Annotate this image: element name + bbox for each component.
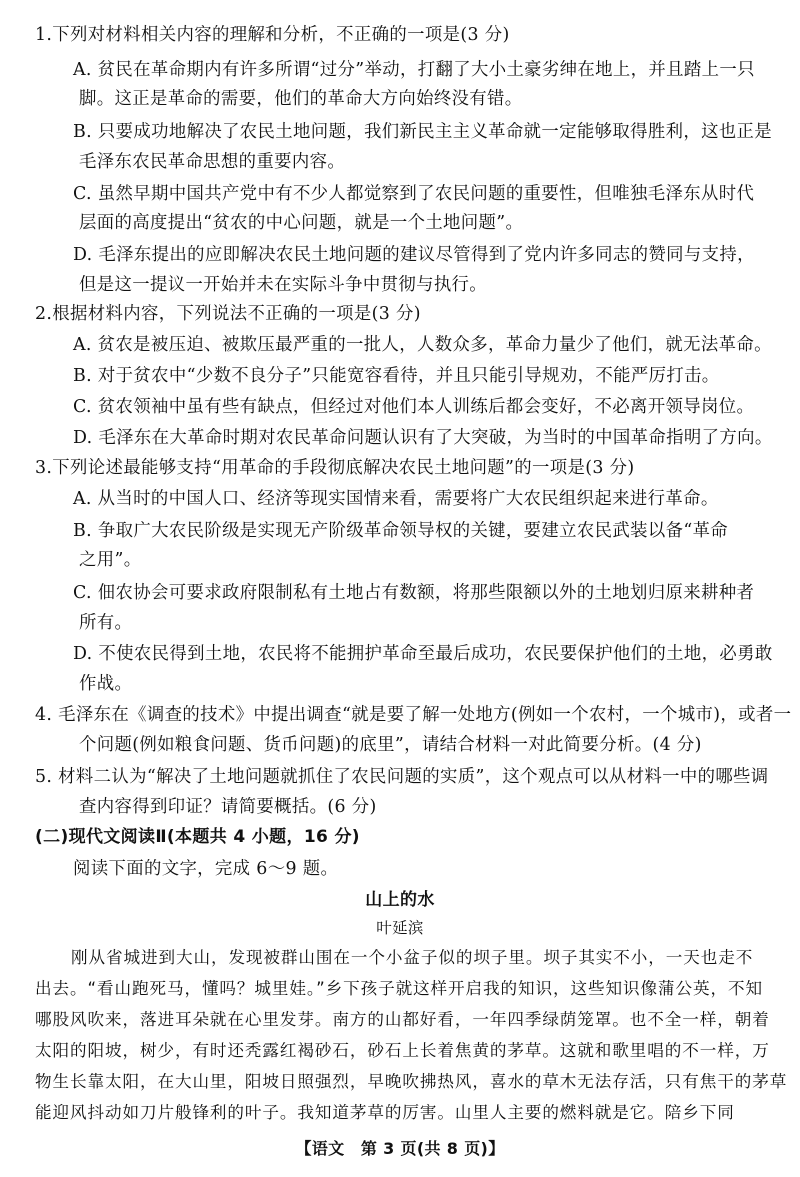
question-1-option-b-line-2: 毛泽东农民革命思想的重要内容。 [79, 152, 346, 172]
section-heading: (二)现代文阅读Ⅱ(本题共 4 小题，16 分) [35, 827, 360, 847]
passage-line-3: 哪股风吹来，落进耳朵就在心里发芽。南方的山都好看，一年四季绿荫笼罩。也不全一样，朝着 [35, 1010, 770, 1029]
question-3-option-d-line-2: 作战。 [79, 674, 133, 694]
question-1-option-b-line-1: B. 只要成功地解决了农民土地问题，我们新民主主义革命就一定能够取得胜利，这也正是 [73, 122, 773, 142]
passage-line-5: 物生长靠太阳，在大山里，阳坡日照强烈，早晚吹拂热风，喜水的草木无法存活，只有焦干的茅草 [35, 1072, 788, 1091]
passage-author: 叶延滨 [376, 919, 424, 937]
passage-line-1: 刚从省城进到大山，发现被群山围在一个小盆子似的坝子里。坝子其实不小，一天也走不 [71, 948, 754, 967]
question-3-option-a: A. 从当时的中国人口、经济等现实国情来看，需要将广大农民组织起来进行革命。 [73, 489, 719, 509]
section-instruction: 阅读下面的文字，完成 6～9 题。 [73, 859, 339, 879]
question-1-option-a-line-1: A. 贫民在革命期内有许多所谓“过分”举动，打翻了大小土豪劣绅在地上，并且踏上一只 [73, 60, 755, 80]
question-1-stem: 1.下列对材料相关内容的理解和分析，不正确的一项是(3 分) [35, 25, 510, 45]
question-1-option-a-line-2: 脚。这正是革命的需要，他们的革命大方向始终没有错。 [79, 89, 523, 109]
question-2-stem: 2.根据材料内容，下列说法不正确的一项是(3 分) [35, 304, 421, 324]
question-3-option-b-line-2: 之用”。 [79, 550, 142, 570]
passage-line-2: 出去。“看山跑死马，懂吗？城里娃。”乡下孩子就这样开启我的知识，这些知识像蒲公英，不知 [35, 979, 763, 998]
question-1-option-d-line-2: 但是这一提议一开始并未在实际斗争中贯彻与执行。 [79, 275, 488, 295]
question-3-option-c-line-1: C. 佃农协会可要求政府限制私有土地占有数额，将那些限额以外的土地划归原来耕种者 [73, 583, 755, 603]
question-4-line-1: 4. 毛泽东在《调查的技术》中提出调查“就是要了解一处地方(例如一个农村，一个城市)，或者一 [35, 705, 792, 725]
question-3-stem: 3.下列论述最能够支持“用革命的手段彻底解决农民土地问题”的一项是(3 分) [35, 458, 635, 478]
passage-title: 山上的水 [365, 890, 435, 910]
question-3-option-c-line-2: 所有。 [79, 613, 133, 633]
question-4-line-2: 个问题(例如粮食问题、货币问题)的底里”，请结合材料一对此简要分析。(4 分) [79, 735, 702, 755]
question-2-option-c: C. 贫农领袖中虽有些有缺点，但经过对他们本人训练后都会变好，不必离开领导岗位。 [73, 397, 755, 417]
question-1-option-c-line-2: 层面的高度提出“贫农的中心问题，就是一个土地问题”。 [79, 213, 524, 233]
question-3-option-d-line-1: D. 不使农民得到土地，农民将不能拥护革命至最后成功，农民要保护他们的土地，必勇敢 [73, 644, 773, 664]
question-1-option-d-line-1: D. 毛泽东提出的应即解决农民土地问题的建议尽管得到了党内许多同志的赞同与支持， [73, 245, 755, 265]
question-2-option-b: B. 对于贫农中“少数不良分子”只能宽容看待，并且只能引导规劝，不能严厉打击。 [73, 366, 720, 386]
question-2-option-d: D. 毛泽东在大革命时期对农民革命问题认识有了大突破，为当时的中国革命指明了方向。 [73, 428, 773, 448]
passage-line-4: 太阳的阳坡，树少，有时还秃露红褐砂石，砂石上长着焦黄的茅草。这就和歌里唱的不一样，万 [35, 1041, 770, 1060]
question-5-line-2: 查内容得到印证？请简要概括。(6 分) [79, 797, 377, 817]
question-3-option-b-line-1: B. 争取广大农民阶级是实现无产阶级革命领导权的关键，要建立农民武装以备“革命 [73, 521, 729, 541]
question-5-line-1: 5. 材料二认为“解决了土地问题就抓住了农民问题的实质”，这个观点可以从材料一中的哪些调 [35, 767, 769, 787]
passage-line-6: 能迎风抖动如刀片般锋利的叶子。我知道茅草的厉害。山里人主要的燃料就是它。陪乡下同 [35, 1103, 735, 1122]
question-1-option-c-line-1: C. 虽然早期中国共产党中有不少人都觉察到了农民问题的重要性，但唯独毛泽东从时代 [73, 184, 755, 204]
page-footer: 【语文 第 3 页(共 8 页)】 [295, 1139, 505, 1158]
question-2-option-a: A. 贫农是被压迫、被欺压最严重的一批人，人数众多，革命力量少了他们，就无法革命。 [73, 335, 772, 355]
